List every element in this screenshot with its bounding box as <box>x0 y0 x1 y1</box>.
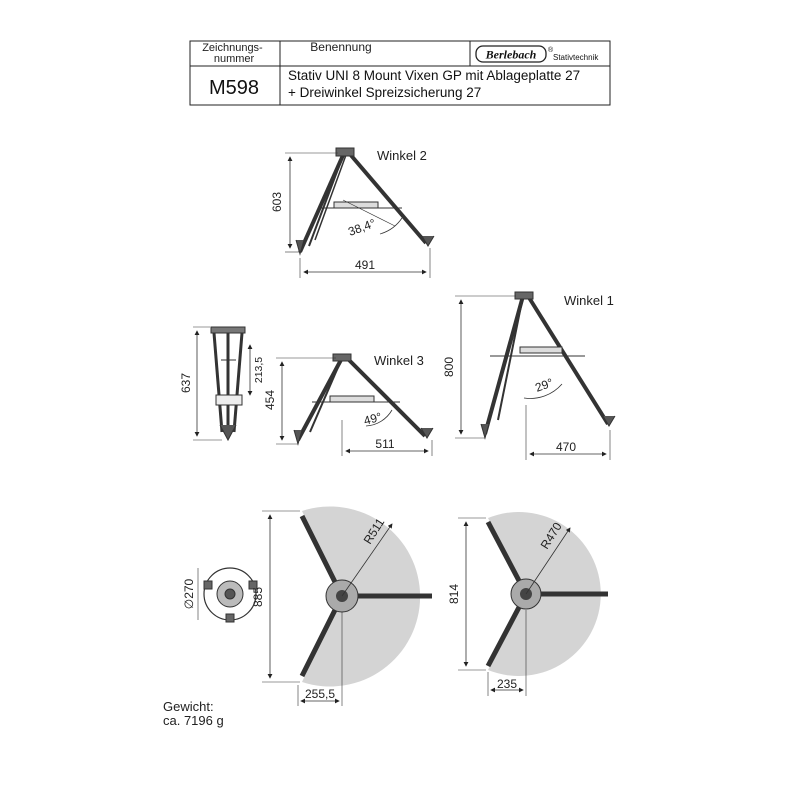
folded-length: 213,5 <box>253 356 265 384</box>
brand-suffix: Stativtechnik <box>553 53 599 62</box>
drawing-number: M598 <box>208 77 260 99</box>
folded-height: 637 <box>179 372 193 394</box>
top-b-span: 814 <box>447 583 461 605</box>
drawing-number-label-line2: nummer <box>213 53 255 65</box>
view-winkel-1 <box>455 292 615 460</box>
weight-label: Gewicht: <box>163 699 214 714</box>
title-line-1: Stativ UNI 8 Mount Vixen GP mit Ablageplatte 27 <box>288 68 581 83</box>
top-b-offset: 235 <box>496 677 518 691</box>
winkel-1-angle: 29° <box>533 375 556 395</box>
drawing-number-label <box>202 42 266 65</box>
weight-note <box>163 700 224 728</box>
title-line-2: + Dreiwinkel Spreizsicherung 27 <box>288 85 482 100</box>
view-top-b <box>458 512 608 696</box>
winkel-2-label: Winkel 2 <box>377 148 427 163</box>
top-a-offset: 255,5 <box>304 687 336 701</box>
folded-top-diameter: ∅270 <box>182 578 196 610</box>
brand-logo <box>476 46 599 62</box>
winkel-3-width: 511 <box>375 437 395 451</box>
view-folded-top <box>198 568 257 622</box>
top-a-radius: R511 <box>360 515 388 547</box>
brand-name: Berlebach <box>485 47 537 62</box>
winkel-2-angle: 38,4° <box>346 216 378 239</box>
view-folded <box>193 327 250 440</box>
winkel-2-height: 603 <box>270 191 284 213</box>
top-a-span: 885 <box>251 586 265 608</box>
top-b-radius: R470 <box>537 519 565 552</box>
view-top-a <box>262 507 432 707</box>
winkel-1-label: Winkel 1 <box>564 293 614 308</box>
designation-label: Benennung <box>310 40 372 54</box>
winkel-3-height: 454 <box>263 389 277 411</box>
winkel-1-height: 800 <box>442 356 456 378</box>
winkel-1-width: 470 <box>555 440 577 454</box>
winkel-2-width: 491 <box>354 258 376 272</box>
drawing-number-label-line1: Zeichnungs- <box>202 42 263 54</box>
brand-registered: ® <box>548 47 554 54</box>
view-winkel-3 <box>276 354 433 456</box>
weight-value: ca. 7196 g <box>163 713 224 728</box>
winkel-3-label: Winkel 3 <box>374 353 424 368</box>
winkel-3-angle: 49° <box>362 409 384 428</box>
